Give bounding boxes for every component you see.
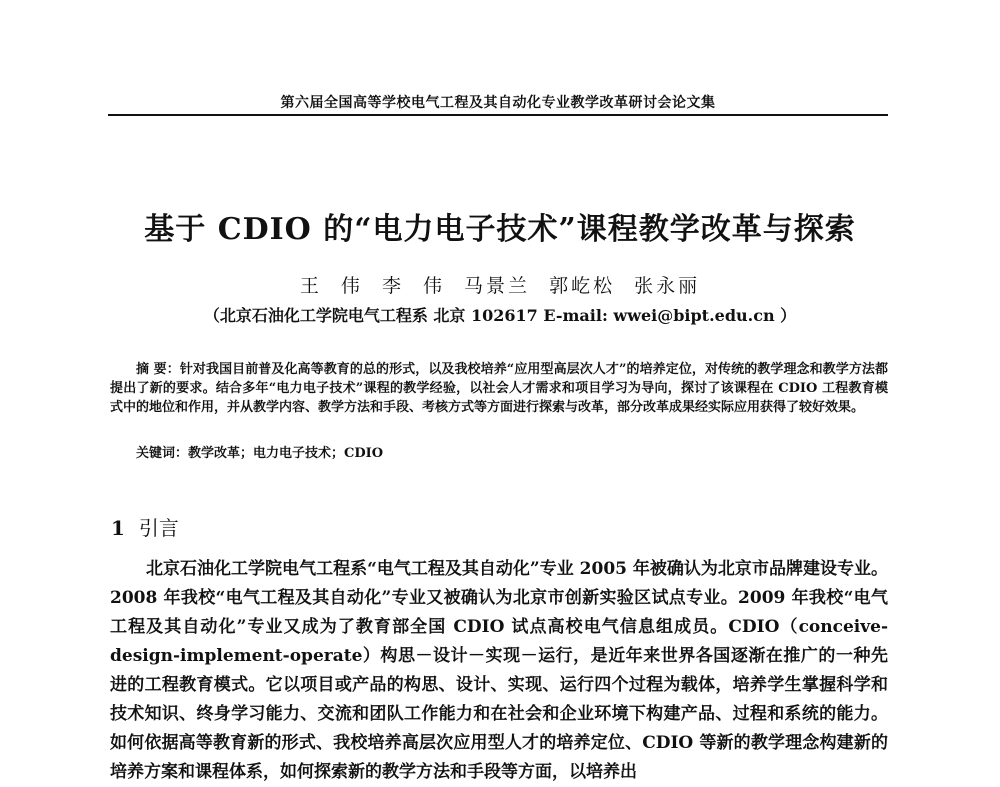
keywords <box>136 442 886 461</box>
section-heading <box>111 512 179 541</box>
affiliation: （北京石油化工学院电气工程系 北京 102617 E-mail: wwei@bipt.edu.cn ） <box>203 306 797 325</box>
abstract-label: 摘 要： <box>136 362 180 377</box>
section-number: 1 <box>111 516 125 540</box>
running-head: 第六届全国高等学校电气工程及其自动化专业教学改革研讨会论文集 <box>280 95 716 111</box>
paper-title: 基于 CDIO 的“电力电子技术”课程教学改革与探索 <box>144 212 856 247</box>
section-title: 引言 <box>138 516 179 540</box>
body-text: 北京石油化工学院电气工程系“电气工程及其自动化”专业 2005 年被确认为北京市品牌建设专业。2008 年我校“电气工程及其自动化”专业又被确认为北京市创新实验区试点专业。2009 年我校“电气工程及其自动化”专业又成为了教育部全国 CDIO 试点高校电气信息组成员。CDIO（conceive-design-implement-operate）构思－设计－实现－运行，是近年来世界各国逐渐在推广的一种先进的工程教育模式。它以项目或产品的构思、设计、实现、运行四个过程为载体，培养学生掌握科学和技术知识、终身学习能力、交流和团队工作能力和在社会和企业环境下构建产品、过程和系统的能力。如何依据高等教育新的形式、我校培养高层次应用型人才的培养定位、CDIO 等新的教学理念构建新的培养方案和课程体系，如何探索新的教学方法和手段等方面，以培养出 <box>110 559 888 782</box>
abstract-text: 针对我国目前普及化高等教育的总的形式，以及我校培养“应用型高层次人才”的培养定位，对传统的教学理念和教学方法都提出了新的要求。结合多年“电力电子技术”课程的教学经验，以社会人才需求和项目学习为导向，探讨了该课程在 CDIO 工程教育模式中的地位和作用，并从教学内容、教学方法和手段、考核方式等方面进行探索与改革，部分改革成果经实际应用获得了较好效果。 <box>110 362 888 415</box>
header-rule <box>108 114 888 116</box>
authors: 王 伟 李 伟 马景兰 郭屹松 张永丽 <box>299 275 701 297</box>
body-paragraph <box>110 555 888 787</box>
abstract <box>110 360 888 417</box>
keywords-label: 关键词： <box>136 446 189 461</box>
keywords-text: 教学改革；电力电子技术；CDIO <box>188 446 384 461</box>
